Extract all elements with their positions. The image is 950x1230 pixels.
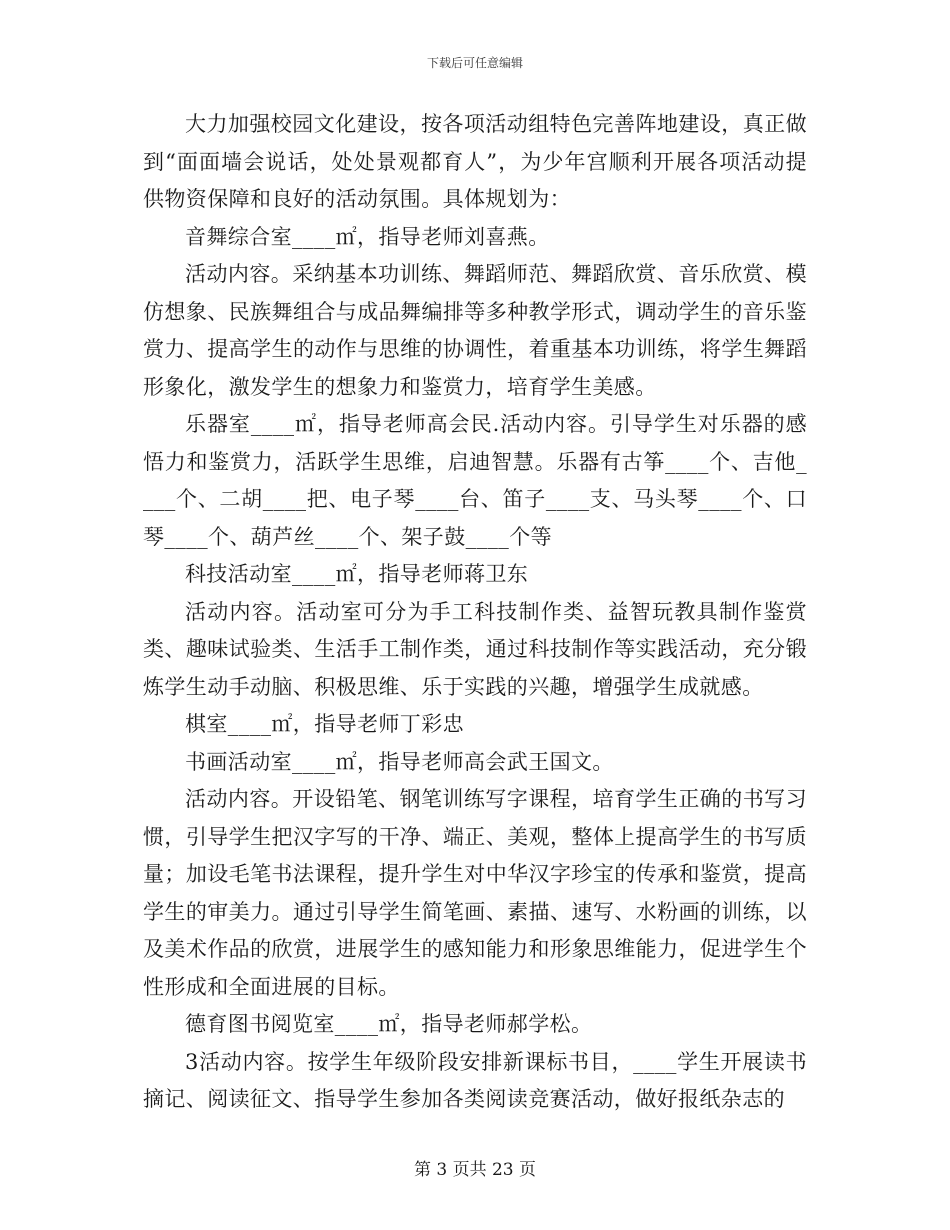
document-body xyxy=(143,106,807,1119)
paragraph-intro: 大力加强校园文化建设，按各项活动组特色完善阵地建设，真正做到“面面墙会说话，处处景观都育人”，为少年宫顺利开展各项活动提供物资保障和良好的活动氛围。具体规划为： xyxy=(143,112,807,211)
paragraph-instrument-room: 乐器室____㎡，指导老师高会民.活动内容。引导学生对乐器的感悟力和鉴赏力，活跃学生思维，启迪智慧。乐器有古筝____个、吉他____个、二胡____把、电子琴____台、笛子____支、马头琴____个、口琴____个、葫芦丝____个、架子鼓____个等 xyxy=(143,412,807,549)
paragraph-art-room: 书画活动室____㎡，指导老师高会武王国文。 xyxy=(185,749,614,774)
paragraph-library-content: 3活动内容。按学生年级阶段安排新课标书目，____学生开展读书摘记、阅读征文、指导学生参加各类阅读竞赛活动，做好报纸杂志的 xyxy=(143,1049,807,1111)
paragraph-music-dance-content: 活动内容。采纳基本功训练、舞蹈师范、舞蹈欣赏、音乐欣赏、模仿想象、民族舞组合与成品舞编排等多种教学形式，调动学生的音乐鉴赏力、提高学生的动作与思维的协调性，着重基本功训练，将学生舞蹈形象化，激发学生的想象力和鉴赏力，培育学生美感。 xyxy=(143,262,807,399)
page-header: 下载后可任意编辑 xyxy=(426,56,523,70)
paragraph-music-dance-room: 音舞综合室____㎡，指导老师刘喜燕。 xyxy=(185,224,550,249)
paragraph-tech-content: 活动内容。活动室可分为手工科技制作类、益智玩教具制作鉴赏类、趣味试验类、生活手工制作类，通过科技制作等实践活动，充分锻炼学生动手动脑、积极思维、乐于实践的兴趣，增强学生成就感。 xyxy=(143,599,807,699)
page-footer: 第 3 页共 23 页 xyxy=(413,1160,537,1180)
paragraph-art-content: 活动内容。开设铅笔、钢笔训练写字课程，培育学生正确的书写习惯，引导学生把汉字写的干净、端正、美观，整体上提高学生的书写质量；加设毛笔书法课程，提升学生对中华汉字珍宝的传承和鉴赏，提高学生的审美力。通过引导学生简笔画、素描、速写、水粉画的训练，以及美术作品的欣赏，进展学生的感知能力和形象思维能力，促进学生个性形成和全面进展的目标。 xyxy=(143,787,807,999)
paragraph-chess-room: 棋室____㎡，指导老师丁彩忠 xyxy=(185,712,464,736)
paragraph-library-room: 德育图书阅览室____㎡，指导老师郝学松。 xyxy=(185,1012,593,1036)
paragraph-tech-room: 科技活动室____㎡，指导老师蒋卫东 xyxy=(185,562,529,586)
